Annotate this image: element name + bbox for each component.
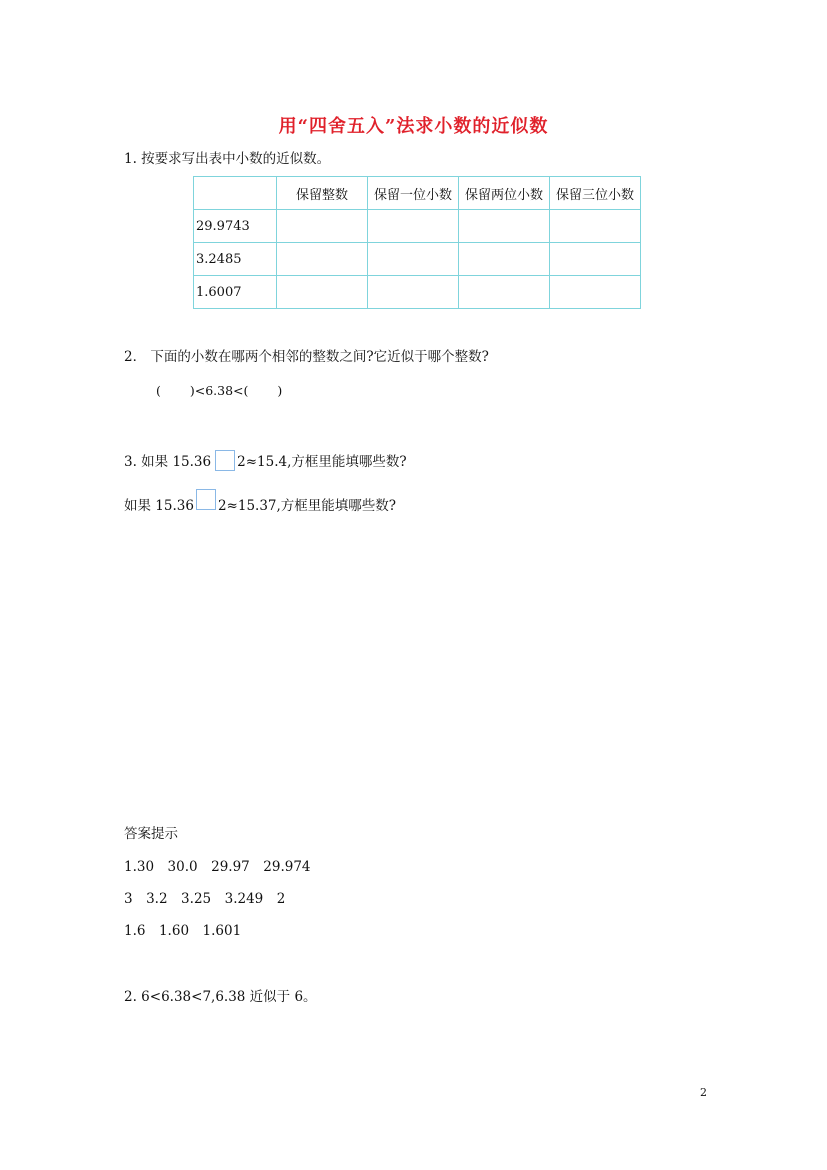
table-header-cell: 保留三位小数 (550, 177, 641, 210)
answer-box-1[interactable] (215, 450, 235, 471)
answer-line: 1.30 30.0 29.97 29.974 (124, 859, 311, 875)
answer-cell[interactable] (550, 210, 641, 243)
answer-box-2[interactable] (196, 489, 216, 510)
question-1-prompt: 1. 按要求写出表中小数的近似数。 (124, 151, 331, 167)
q3-line1-suffix: 2≈15.4,方框里能填哪些数? (237, 454, 407, 470)
q3-line2-prefix: 如果 15.36 (124, 498, 194, 514)
table-row-label: 3.2485 (194, 243, 277, 276)
page-title: 用“四舍五入”法求小数的近似数 (278, 116, 549, 137)
table-header-cell (194, 177, 277, 210)
answer-cell[interactable] (459, 210, 550, 243)
q3-line1-prefix: 3. 如果 15.36 (124, 454, 212, 470)
answer-line: 3 3.2 3.25 3.249 2 (124, 891, 286, 907)
answer-cell[interactable] (550, 243, 641, 276)
answer-line: 2. 6<6.38<7,6.38 近似于 6。 (124, 989, 317, 1005)
q3-line2-suffix: 2≈15.37,方框里能填哪些数? (217, 498, 397, 514)
answer-cell[interactable] (459, 276, 550, 309)
question-2-inequality: ( )<6.38<( ) (156, 383, 283, 398)
answer-cell[interactable] (277, 276, 368, 309)
answer-cell[interactable] (368, 276, 459, 309)
table-header-cell: 保留整数 (277, 177, 368, 210)
question-3-line-1 (124, 453, 407, 471)
answer-cell[interactable] (459, 243, 550, 276)
answer-cell[interactable] (277, 210, 368, 243)
answers-heading: 答案提示 (124, 826, 178, 842)
table-header-cell: 保留两位小数 (459, 177, 550, 210)
answer-line: 1.6 1.60 1.601 (124, 923, 242, 939)
answer-cell[interactable] (368, 243, 459, 276)
table-row (194, 243, 641, 276)
table-row (194, 276, 641, 309)
question-3-line-2 (124, 497, 396, 515)
page-number: 2 (700, 1086, 707, 1099)
answer-cell[interactable] (550, 276, 641, 309)
question-2-prompt: 2． 下面的小数在哪两个相邻的整数之间?它近似于哪个整数? (124, 349, 489, 365)
table-row-label: 29.9743 (194, 210, 277, 243)
table-header-row (194, 177, 641, 210)
table-row (194, 210, 641, 243)
answer-cell[interactable] (368, 210, 459, 243)
table-row-label: 1.6007 (194, 276, 277, 309)
answer-cell[interactable] (277, 243, 368, 276)
table-header-cell: 保留一位小数 (368, 177, 459, 210)
approximation-table (193, 176, 641, 309)
